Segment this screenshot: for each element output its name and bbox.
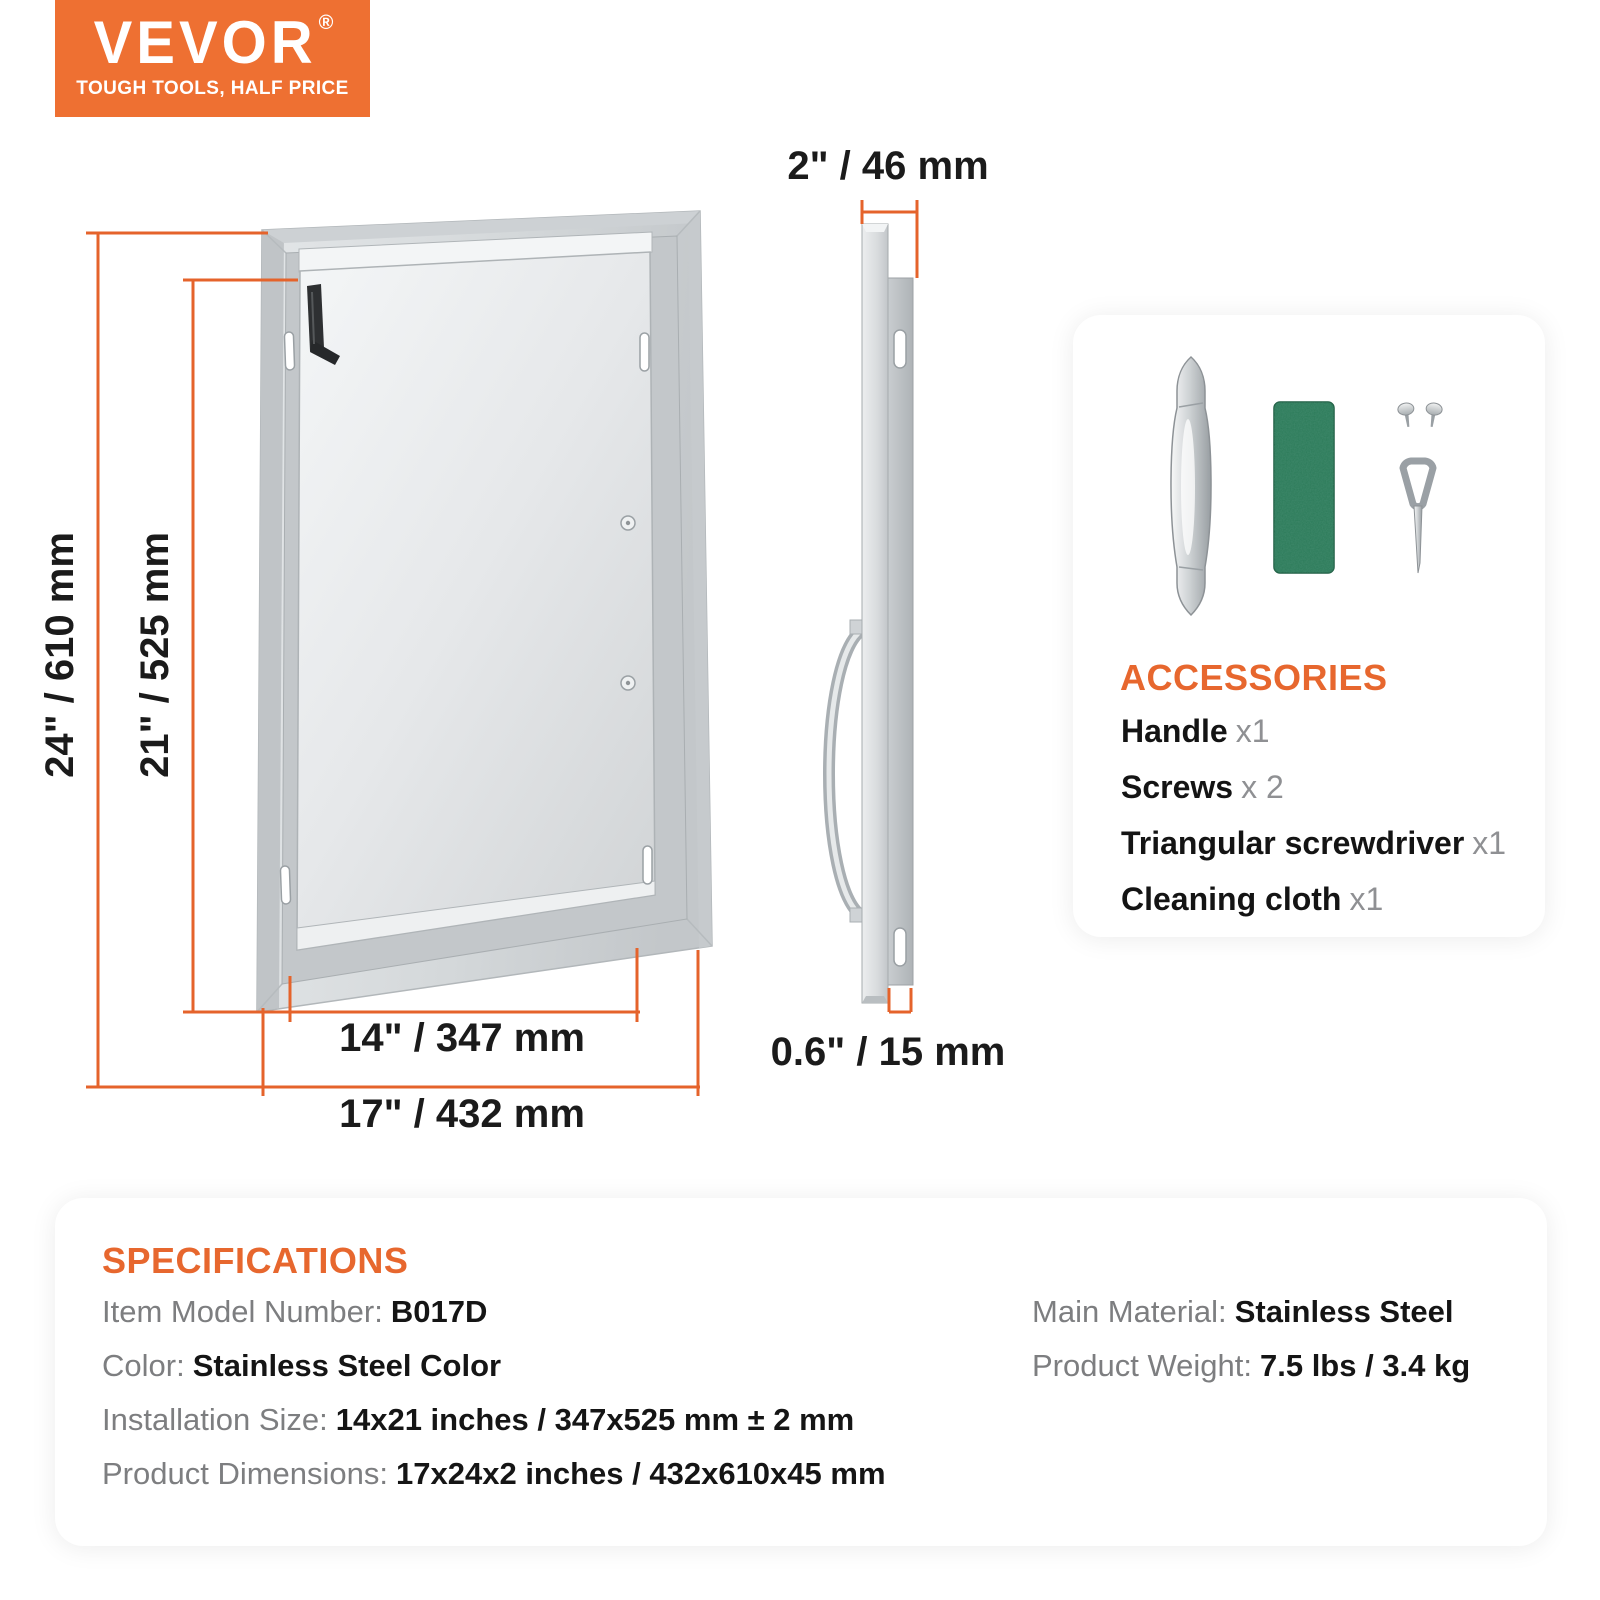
accessory-item-handle <box>1121 713 1506 750</box>
accessory-name: Handle <box>1121 713 1228 749</box>
accessory-qty: x1 <box>1349 881 1384 917</box>
cleaning-cloth-icon <box>1274 402 1334 573</box>
spec-row-color <box>102 1350 886 1381</box>
accessory-name: Cleaning cloth <box>1121 881 1342 917</box>
accessory-item-cleaning-cloth <box>1121 881 1506 918</box>
accessory-item-triangular-screwdriver <box>1121 825 1506 862</box>
dim-depth-label: 2" / 46 mm <box>787 144 989 188</box>
dim-outer-width-label: 17" / 432 mm <box>339 1092 585 1136</box>
dim-outer-height-label: 24" / 610 mm <box>38 532 82 778</box>
spec-value: Stainless Steel Color <box>192 1348 502 1383</box>
spec-label: Main Material: <box>1032 1294 1227 1329</box>
specifications-panel <box>55 1198 1547 1546</box>
spec-value: 7.5 lbs / 3.4 kg <box>1259 1348 1471 1383</box>
access-door-side-view <box>829 224 913 1003</box>
spec-label: Product Dimensions: <box>102 1456 389 1491</box>
spec-value: 17x24x2 inches / 432x610x45 mm <box>396 1456 886 1491</box>
triangular-screwdriver-icon <box>1403 461 1433 573</box>
specifications-heading: SPECIFICATIONS <box>102 1240 409 1281</box>
screws-icon <box>1397 402 1443 428</box>
spec-value: 14x21 inches / 347x525 mm ± 2 mm <box>335 1402 855 1437</box>
spec-row-main-material <box>1032 1296 1470 1327</box>
handle-icon <box>1171 357 1211 615</box>
spec-row-product-dimensions <box>102 1458 886 1489</box>
accessories-card <box>1073 315 1545 937</box>
access-door-front-view <box>257 211 712 1012</box>
spec-value: B017D <box>390 1294 488 1329</box>
spec-label: Color: <box>102 1348 185 1383</box>
side-handle <box>829 620 862 922</box>
logo-tagline: TOUGH TOOLS, HALF PRICE <box>76 78 349 99</box>
accessories-list <box>1121 713 1506 937</box>
spec-row-product-weight <box>1032 1350 1470 1381</box>
vevor-logo-text: VEVOR <box>93 8 317 77</box>
spec-row-installation-size <box>102 1404 886 1435</box>
accessory-qty: x1 <box>1235 713 1270 749</box>
registered-trademark-icon: ® <box>318 12 334 34</box>
accessory-name: Triangular screwdriver <box>1121 825 1465 861</box>
accessories-art <box>1073 315 1545 645</box>
specifications-left-column <box>102 1296 886 1512</box>
spec-label: Installation Size: <box>102 1402 328 1437</box>
dim-inner-width-label: 14" / 347 mm <box>339 1016 585 1060</box>
spec-label: Item Model Number: <box>102 1294 383 1329</box>
accessories-heading: ACCESSORIES <box>1120 657 1388 698</box>
dim-inner-height-label: 21" / 525 mm <box>133 532 177 778</box>
accessory-qty: x 2 <box>1241 769 1284 805</box>
spec-label: Product Weight: <box>1032 1348 1252 1383</box>
accessory-item-screws <box>1121 769 1506 806</box>
accessory-qty: x1 <box>1472 825 1507 861</box>
specifications-right-column <box>1032 1296 1470 1404</box>
spec-value: Stainless Steel <box>1234 1294 1454 1329</box>
spec-row-item-model-number <box>102 1296 886 1327</box>
dim-flange-depth-label: 0.6" / 15 mm <box>770 1030 1006 1074</box>
accessory-name: Screws <box>1121 769 1234 805</box>
